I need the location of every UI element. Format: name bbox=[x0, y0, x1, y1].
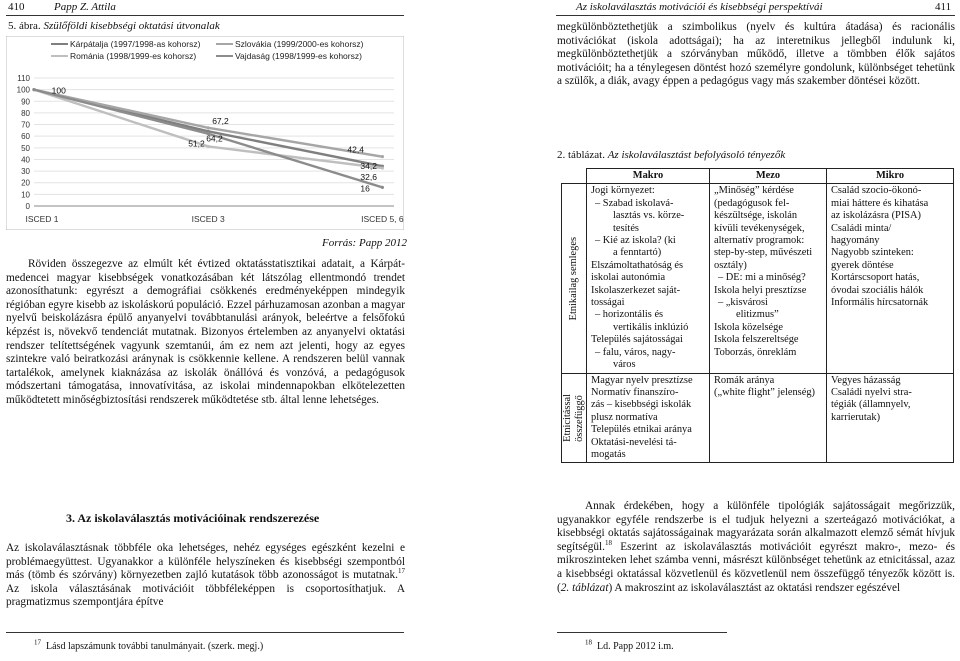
table-title: Az iskolaválasztást befolyásoló tényezők bbox=[607, 149, 786, 161]
cell-line: Iskolaszerkezet saját- bbox=[591, 284, 681, 296]
footnote-18 bbox=[585, 638, 674, 652]
data-label: 16 bbox=[360, 183, 370, 194]
data-label: 32,6 bbox=[360, 172, 377, 183]
row-label-ethnic-text bbox=[562, 394, 586, 442]
cell-neutral-mezo bbox=[710, 184, 827, 373]
left-page-number: 410 bbox=[8, 1, 25, 13]
cell-line: vertikális inklúzió bbox=[613, 321, 689, 333]
cell-line: Normatív finanszíro- bbox=[591, 386, 679, 398]
cell-line: Család szocio-ökonó- bbox=[831, 185, 922, 197]
figure-caption bbox=[8, 20, 220, 32]
table-row-neutral bbox=[562, 184, 954, 373]
cell-line: gyerek döntése bbox=[831, 259, 894, 271]
cell-line: Település sajátosságai bbox=[591, 334, 683, 346]
table-number: 2. táblázat. bbox=[557, 149, 605, 161]
cell-neutral-makro bbox=[587, 184, 710, 373]
cell-line: osztály) bbox=[714, 259, 747, 271]
footnote-18-text: Ld. Papp 2012 i.m. bbox=[597, 641, 674, 652]
legend-label-vajdasag: Vajdaság (1998/1999-es kohorsz) bbox=[235, 51, 362, 61]
cell-line: Elszámoltathatóság és bbox=[591, 259, 684, 271]
cell-line: iskolai autonómia bbox=[591, 272, 666, 284]
figure-title: Szülőföldi kisebbségi oktatási útvonalak bbox=[43, 20, 220, 32]
cell-line: Magyar nyelv presztízse bbox=[591, 374, 693, 386]
footnote-rule-left bbox=[6, 632, 404, 633]
row-label-ethnic-line2: összefüggő bbox=[574, 395, 585, 442]
cell-line: miai háttere és kihatása bbox=[831, 197, 929, 209]
y-tick-label: 40 bbox=[21, 155, 30, 165]
left-paragraph-2 bbox=[6, 542, 405, 610]
data-label: 64,2 bbox=[206, 133, 223, 144]
cell-line: Családi nyelvi stra- bbox=[831, 386, 912, 398]
cell-line: – DE: mi a minőség? bbox=[718, 272, 806, 284]
cell-line: – „kisvárosi bbox=[718, 297, 768, 309]
cell-neutral-mikro bbox=[827, 184, 954, 373]
cell-line: Iskola felszereltsége bbox=[714, 334, 799, 346]
y-tick-label: 20 bbox=[21, 178, 30, 188]
header-rule-left bbox=[6, 15, 404, 16]
y-tick-label: 70 bbox=[21, 120, 30, 130]
table-caption bbox=[557, 149, 785, 161]
right-paragraph-2-c: ) A makroszint az iskolaválasztást az oktatási rendszer egészével bbox=[608, 581, 901, 594]
cell-line: – falu, város, nagy- bbox=[595, 346, 676, 358]
cell-line: Vegyes házasság bbox=[831, 374, 901, 386]
cell-line: – horizontális és bbox=[595, 309, 664, 321]
cell-line: („white flight” jelenség) bbox=[714, 386, 815, 398]
y-tick-label: 100 bbox=[16, 85, 30, 95]
table-reference: 2. táblázat bbox=[560, 581, 609, 594]
left-paragraph-1-text: Röviden összegezve az elmúlt két évtized oktatásstatisztikai adatait, a Kárpát-medencei magyar kisebbségek vonatkozásában két látszólag ellentmondó trendet azonosíthatunk: egyrészt a demográfiai csökkenés eredményeképpen mindegyik régióban egyre kisebb az iskoláskorú populáció. Ezzel párhuzamosan azonban a magyar nyelvű beiskolázásra épülő anyanyelvi továbbtanulási arányok, beleértve a felsőfokú képzést is, növekvő tendenciát mutatnak. Bizonyos értelemben az anyanyelvi oktatási rendszer telítettségének vagyunk szemtanúi, ám ez nem azt jelenti, hogy az egyes szintekre való beiratkozási aránynak is csökkennie kellene. A rendszeren belül vannak tartalékok, amelynek kiaknázása az iskolák önállóvá és vonzóvá, a pedagógusok módszertani támogatása, innovatívitása, az iskolai mindennapokban elkötelezetten működtetett minőségbiztosítási rendszerek működtetése stb. által lenne lehetséges. bbox=[6, 258, 405, 406]
footnote-17 bbox=[34, 638, 264, 652]
cell-line: tesítés bbox=[613, 222, 639, 234]
left-paragraph-2-b: Az iskola választásának motivációit többféleképpen is csoportosíthatjuk. A pragmatizmus szempontjára építve bbox=[6, 582, 405, 609]
cell-line: Családi minta/ bbox=[831, 222, 892, 234]
cell-line: zás – kisebbségi iskolák bbox=[591, 399, 692, 411]
data-label: 67,2 bbox=[212, 115, 229, 126]
header-rule-right bbox=[556, 15, 955, 16]
cell-line: tosságai bbox=[591, 297, 625, 309]
header-makro: Makro bbox=[587, 169, 710, 184]
x-tick-label: ISCED 5, 6 bbox=[361, 214, 404, 224]
table-row-ethnic bbox=[562, 373, 954, 463]
row-label-neutral-text: Etnikailag semleges bbox=[568, 236, 579, 321]
y-tick-label: 30 bbox=[21, 167, 30, 177]
series-point bbox=[381, 186, 384, 189]
right-paragraph-2-a: Annak érdekében, hogy a különféle tipológiák sajátosságait megőrizzük, ugyanakkor egyféle rendszerbe is el tudjuk helyezni a szerteágazó motivációkat, a kisebbségi oktatás sajátosságainak magyarázata során alkalmazott elemző sémát hívjuk segítségül. bbox=[557, 500, 955, 553]
cell-line: Jogi környezet: bbox=[591, 185, 655, 197]
cell-line: Informális hírcsatornák bbox=[831, 297, 929, 309]
section-title: 3. Az iskolaválasztás motivációinak rendszerezése bbox=[66, 511, 320, 525]
cell-line: elitizmus” bbox=[736, 309, 779, 321]
right-paragraph-1-text: megkülönböztethetjük a szimbolikus (nyelv és kultúra átadása) és racionális motivációkat (iskola adottságai); ha az interetnikus jellegből indulunk ki, megkülönböztethetjük a szórványban működő, illetve a tömbben élők sajátos motivációit; ha a ténylegesen döntést hozó személyre gondolunk, különbséget tehetünk a szülők, a diák, avagy éppen a pedagógus vagy más szakember döntései között. bbox=[557, 21, 955, 88]
left-paragraph-1 bbox=[6, 258, 405, 408]
x-tick-label: ISCED 1 bbox=[25, 214, 59, 224]
right-page-number: 411 bbox=[935, 1, 952, 13]
cell-line: Kortárscsoport hatás, bbox=[831, 272, 920, 284]
table-header-row bbox=[562, 169, 954, 184]
series-point bbox=[381, 166, 384, 169]
cell-line: plusz normatíva bbox=[591, 411, 658, 423]
cell-line: az iskolázásra (PISA) bbox=[831, 210, 922, 222]
footnote-18-number: 18 bbox=[585, 638, 592, 647]
y-tick-label: 60 bbox=[21, 132, 30, 142]
right-running-head: Az iskolaválasztás motivációi és kisebbségi perspektívái bbox=[576, 1, 823, 13]
cell-line: készültsége, iskolán bbox=[714, 210, 798, 222]
footnote-17-text: Lásd lapszámunk további tanulmányait. (szerk. megj.) bbox=[46, 641, 264, 652]
figure-source: Forrás: Papp 2012 bbox=[322, 237, 407, 249]
cell-line: (pedagógusok fel- bbox=[714, 197, 790, 209]
cell-ethnic-makro bbox=[587, 373, 710, 463]
row-label-neutral bbox=[562, 184, 587, 373]
data-label: 51,2 bbox=[188, 138, 205, 149]
cell-line: Iskola helyi presztízse bbox=[714, 284, 807, 296]
y-tick-label: 50 bbox=[21, 143, 30, 153]
data-label: 34,2 bbox=[360, 161, 377, 172]
y-tick-label: 80 bbox=[21, 108, 30, 118]
series-point bbox=[32, 88, 35, 91]
cell-ethnic-mezo bbox=[710, 373, 827, 463]
cell-line: kívüli tevékenységek, bbox=[714, 222, 805, 234]
legend-label-romania: Románia (1998/1999-es kohorsz) bbox=[70, 51, 197, 61]
footnote-rule-right bbox=[557, 632, 727, 633]
cell-line: hagyomány bbox=[831, 235, 880, 247]
data-label: 42,4 bbox=[347, 144, 364, 155]
cell-line: step-by-step, művészeti bbox=[714, 247, 813, 259]
y-tick-label: 0 bbox=[25, 202, 30, 211]
y-tick-label: 90 bbox=[21, 97, 30, 107]
cell-line: Iskola közelsége bbox=[714, 321, 783, 333]
motivation-factors-table bbox=[561, 168, 954, 463]
series-point bbox=[207, 145, 210, 148]
series-point bbox=[207, 126, 210, 129]
cell-line: lasztás vs. körze- bbox=[613, 210, 685, 222]
cell-line: Nagyobb szinteken: bbox=[831, 247, 914, 259]
cell-line: Település etnikai aránya bbox=[591, 424, 692, 436]
cell-line: Toborzás, önreklám bbox=[714, 346, 797, 358]
footnote-ref-17: 17 bbox=[398, 567, 405, 576]
footnote-17-number: 17 bbox=[34, 638, 41, 647]
left-running-head: Papp Z. Attila bbox=[54, 1, 116, 13]
cell-line: alternatív programok: bbox=[714, 235, 805, 247]
cell-ethnic-mikro bbox=[827, 373, 954, 463]
right-paragraph-2 bbox=[557, 500, 955, 595]
cell-line: mogatás bbox=[591, 448, 626, 460]
data-label: 100 bbox=[51, 85, 66, 96]
cell-line: Oktatási-nevelési tá- bbox=[591, 436, 677, 448]
right-paragraph-1 bbox=[557, 21, 955, 89]
cell-line: karrierutak) bbox=[831, 411, 881, 423]
right-paragraph-2-b: Eszerint az iskolaválasztás motivációit egyrészt makro-, mezo- és mikroszinteken lehet számba venni, másrészt különbséget tehetünk az etnicitással, azaz a kisebbségi oktatással közvetlenül és közvetlenül nem összefüggő tényezők között is. ( bbox=[557, 540, 955, 594]
cell-line: a fenntartó) bbox=[613, 247, 662, 259]
chart-container bbox=[6, 36, 404, 230]
legend-label-szlovakia: Szlovákia (1999/2000-es kohorsz) bbox=[235, 39, 364, 49]
line-chart bbox=[6, 36, 404, 230]
table-corner bbox=[562, 169, 587, 184]
cell-line: óvodai szociális hálók bbox=[831, 284, 924, 296]
footnote-ref-18: 18 bbox=[605, 539, 613, 548]
x-tick-label: ISCED 3 bbox=[191, 214, 225, 224]
cell-line: – Kié az iskola? (ki bbox=[595, 235, 676, 247]
row-label-ethnic bbox=[562, 373, 587, 463]
left-paragraph-2-a: Az iskolaválasztásnak többféle oka lehetséges, nehéz egységes egészként kezelni e problémaegyüttest. Ugyanakkor a különféle helyszíneken és kisebbségi szempontból más (tömb és szórvány) környezetben zajló kutatások több azonosságot is mutatnak. bbox=[6, 542, 405, 582]
cell-line: Romák aránya bbox=[714, 374, 775, 386]
header-mikro: Mikro bbox=[827, 169, 954, 184]
figure-number: 5. ábra. bbox=[8, 20, 41, 32]
y-tick-label: 110 bbox=[17, 74, 30, 83]
row-label-ethnic-line1: Etnicitással bbox=[562, 393, 573, 442]
cell-line: – Szabad iskolavá- bbox=[595, 197, 674, 209]
y-tick-label: 10 bbox=[21, 190, 30, 200]
series-point bbox=[381, 155, 384, 158]
cell-line: város bbox=[613, 359, 636, 371]
header-mezo: Mezo bbox=[710, 169, 827, 184]
cell-line: „Minőség” kérdése bbox=[714, 185, 794, 197]
legend-label-karpatalja: Kárpátalja (1997/1998-as kohorsz) bbox=[70, 39, 201, 49]
cell-line: tégiák (államnyelv, bbox=[831, 399, 911, 411]
